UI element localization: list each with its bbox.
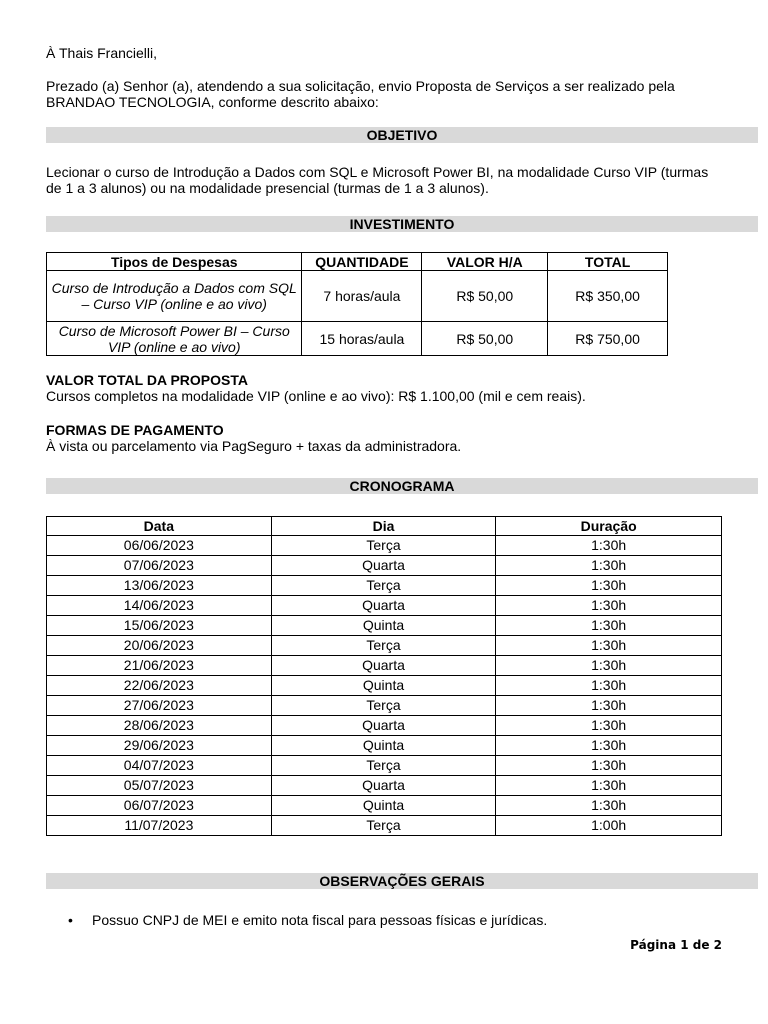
schedule-date: 07/06/2023	[47, 556, 272, 576]
schedule-weekday: Terça	[271, 696, 496, 716]
schedule-date: 20/06/2023	[47, 636, 272, 656]
schedule-weekday: Quarta	[271, 716, 496, 736]
valor-total-text: Cursos completos na modalidade VIP (online e ao vivo): R$ 1.100,00 (mil e cem reais).	[46, 388, 586, 404]
expense-total: R$ 350,00	[548, 271, 668, 322]
schedule-date: 27/06/2023	[47, 696, 272, 716]
investment-row	[47, 271, 668, 322]
expense-quantity: 7 horas/aula	[302, 271, 422, 322]
section-investimento: INVESTIMENTO	[46, 216, 758, 232]
objetivo-text: Lecionar o curso de Introdução a Dados com SQL e Microsoft Power BI, na modalidade Curso VIP (turmas de 1 a 3 alunos) ou na modalidade presencial (turmas de 1 a 3 alunos).	[46, 164, 709, 196]
schedule-duration: 1:30h	[496, 536, 722, 556]
schedule-date: 05/07/2023	[47, 776, 272, 796]
schedule-duration: 1:30h	[496, 596, 722, 616]
schedule-date: 13/06/2023	[47, 576, 272, 596]
expense-total: R$ 750,00	[548, 322, 668, 356]
schedule-weekday: Terça	[271, 816, 496, 836]
investment-header-cell: QUANTIDADE	[302, 253, 422, 271]
schedule-weekday: Quinta	[271, 736, 496, 756]
valor-total-title: VALOR TOTAL DA PROPOSTA	[46, 372, 248, 388]
schedule-row	[47, 576, 722, 596]
investment-header-row	[47, 253, 668, 271]
schedule-header-cell: Duração	[496, 517, 722, 536]
expense-description: Curso de Microsoft Power BI – Curso VIP (online e ao vivo)	[47, 322, 302, 356]
schedule-row	[47, 716, 722, 736]
schedule-row	[47, 616, 722, 636]
investment-table	[46, 252, 668, 356]
schedule-row	[47, 776, 722, 796]
schedule-row	[47, 796, 722, 816]
schedule-weekday: Terça	[271, 756, 496, 776]
schedule-weekday: Quarta	[271, 656, 496, 676]
investment-header-cell: TOTAL	[548, 253, 668, 271]
schedule-date: 15/06/2023	[47, 616, 272, 636]
page-number: Página 1 de 2	[630, 938, 722, 952]
schedule-date: 14/06/2023	[47, 596, 272, 616]
schedule-weekday: Quinta	[271, 676, 496, 696]
schedule-duration: 1:30h	[496, 556, 722, 576]
schedule-date: 11/07/2023	[47, 816, 272, 836]
schedule-duration: 1:30h	[496, 796, 722, 816]
schedule-row	[47, 736, 722, 756]
pagamento-title: FORMAS DE PAGAMENTO	[46, 422, 224, 438]
schedule-weekday: Quinta	[271, 796, 496, 816]
schedule-duration: 1:30h	[496, 776, 722, 796]
schedule-row	[47, 656, 722, 676]
schedule-row	[47, 756, 722, 776]
schedule-duration: 1:30h	[496, 576, 722, 596]
expense-rate: R$ 50,00	[422, 271, 548, 322]
schedule-duration: 1:30h	[496, 636, 722, 656]
schedule-date: 29/06/2023	[47, 736, 272, 756]
section-objetivo: OBJETIVO	[46, 127, 758, 143]
schedule-duration: 1:30h	[496, 616, 722, 636]
expense-quantity: 15 horas/aula	[302, 322, 422, 356]
schedule-weekday: Quarta	[271, 596, 496, 616]
schedule-duration: 1:30h	[496, 696, 722, 716]
schedule-row	[47, 696, 722, 716]
schedule-date: 04/07/2023	[47, 756, 272, 776]
schedule-header-cell: Dia	[271, 517, 496, 536]
schedule-duration: 1:30h	[496, 756, 722, 776]
schedule-date: 21/06/2023	[47, 656, 272, 676]
schedule-duration: 1:00h	[496, 816, 722, 836]
schedule-date: 06/06/2023	[47, 536, 272, 556]
schedule-header-row	[47, 517, 722, 536]
schedule-row	[47, 556, 722, 576]
pagamento-text: À vista ou parcelamento via PagSeguro + taxas da administradora.	[46, 438, 462, 454]
schedule-duration: 1:30h	[496, 716, 722, 736]
schedule-row	[47, 536, 722, 556]
intro-paragraph: Prezado (a) Senhor (a), atendendo a sua solicitação, envio Proposta de Serviços a ser realizado pela BRANDAO TECNOLOGIA, conforme descrito abaixo:	[46, 78, 675, 110]
schedule-weekday: Quarta	[271, 776, 496, 796]
schedule-header-cell: Data	[47, 517, 272, 536]
schedule-weekday: Quinta	[271, 616, 496, 636]
expense-description: Curso de Introdução a Dados com SQL – Curso VIP (online e ao vivo)	[47, 271, 302, 322]
expense-rate: R$ 50,00	[422, 322, 548, 356]
schedule-weekday: Terça	[271, 636, 496, 656]
schedule-date: 06/07/2023	[47, 796, 272, 816]
schedule-weekday: Terça	[271, 576, 496, 596]
greeting: À Thais Francielli,	[46, 45, 158, 61]
schedule-date: 22/06/2023	[47, 676, 272, 696]
schedule-duration: 1:30h	[496, 676, 722, 696]
investment-header-cell: VALOR H/A	[422, 253, 548, 271]
schedule-table	[46, 516, 722, 836]
schedule-weekday: Terça	[271, 536, 496, 556]
schedule-row	[47, 596, 722, 616]
schedule-duration: 1:30h	[496, 736, 722, 756]
section-observacoes: OBSERVAÇÕES GERAIS	[46, 873, 758, 889]
schedule-row	[47, 676, 722, 696]
investment-header-cell: Tipos de Despesas	[47, 253, 302, 271]
bullet-icon: •	[68, 912, 73, 928]
investment-row	[47, 322, 668, 356]
section-cronograma: CRONOGRAMA	[46, 478, 758, 494]
schedule-row	[47, 816, 722, 836]
schedule-weekday: Quarta	[271, 556, 496, 576]
observation-item	[68, 912, 547, 928]
schedule-duration: 1:30h	[496, 656, 722, 676]
observation-text: Possuo CNPJ de MEI e emito nota fiscal para pessoas físicas e jurídicas.	[92, 912, 548, 928]
schedule-date: 28/06/2023	[47, 716, 272, 736]
schedule-row	[47, 636, 722, 656]
